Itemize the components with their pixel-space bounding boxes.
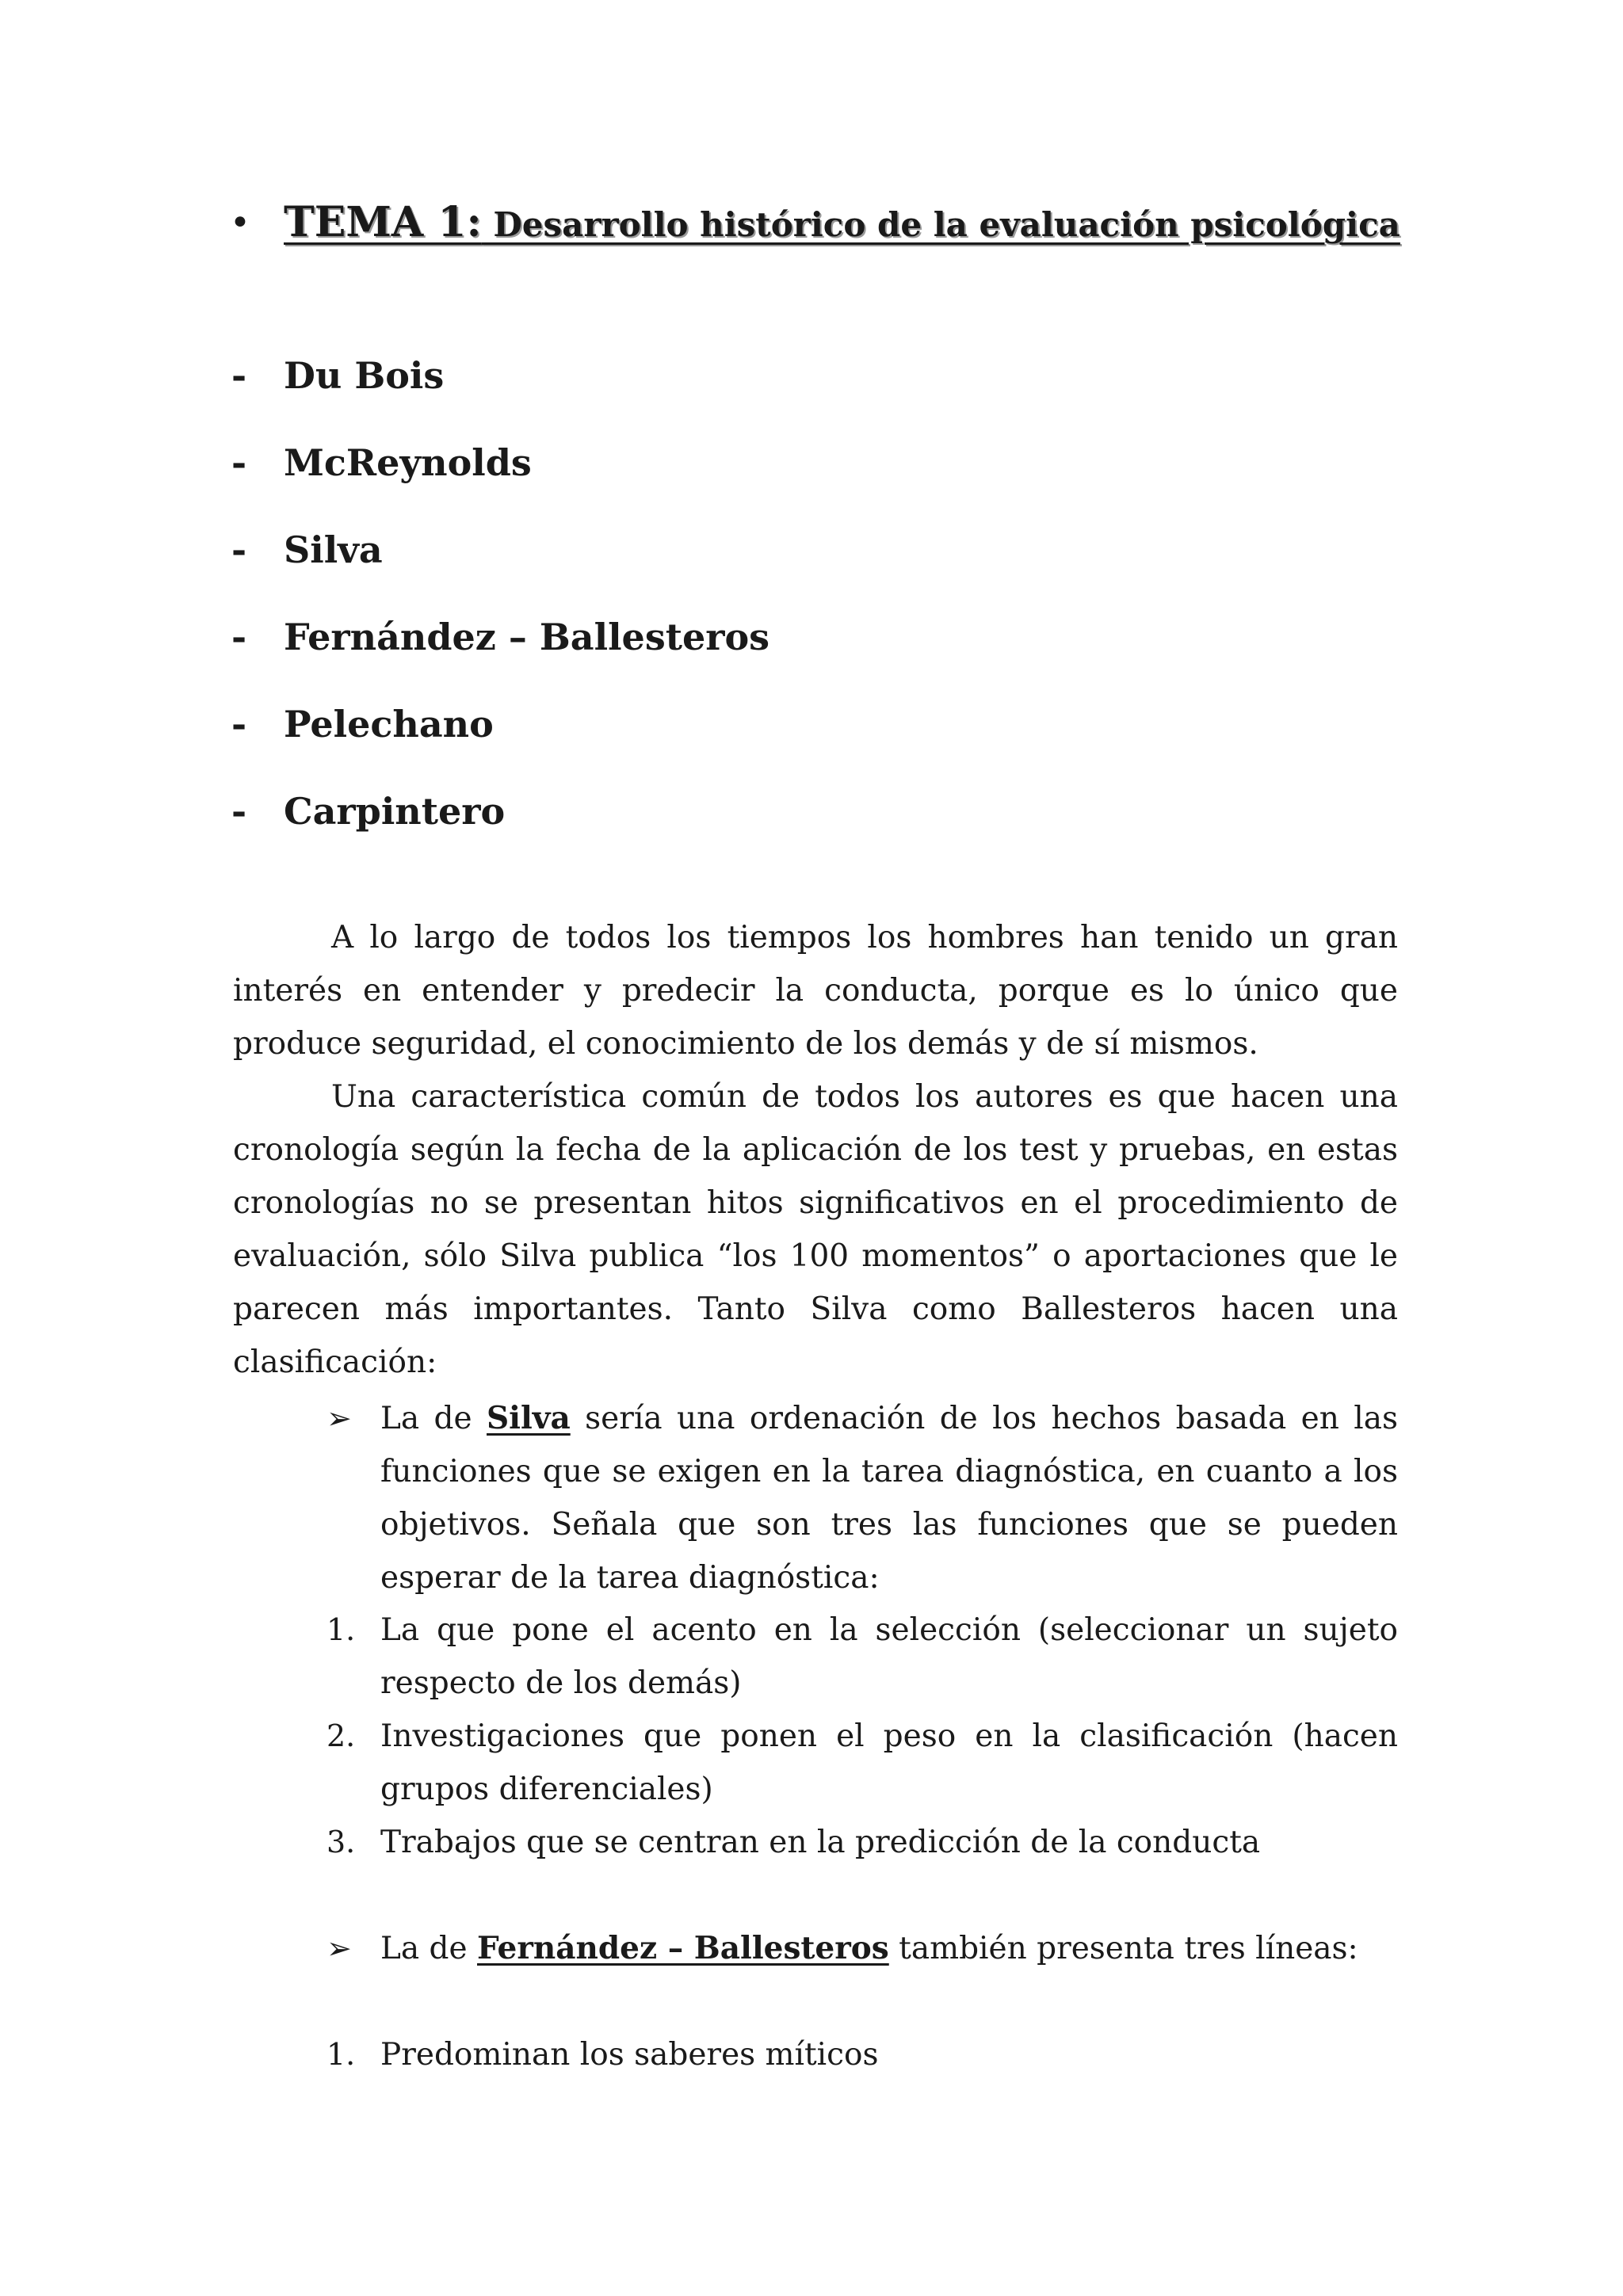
fernandez-before: La de (380, 1931, 477, 1966)
heading-bullet: • (230, 203, 250, 243)
fernandez-name: Fernández – Ballesteros (477, 1930, 889, 1966)
author-dash: - (231, 354, 247, 397)
author-dash: - (231, 528, 247, 571)
silva-item-1: La que pone el acento en la selección (seleccionar un sujeto respecto de los demás) (380, 1612, 1398, 1701)
author-carpintero: Carpintero (284, 790, 506, 833)
list-number: 2. (327, 1718, 356, 1753)
author-dash: - (231, 441, 247, 484)
author-fernandez-ballesteros: Fernández – Ballesteros (284, 616, 770, 658)
author-dash: - (231, 790, 247, 833)
arrow-bullet-icon: ➢ (327, 1401, 352, 1436)
title-lead: TEMA 1: (284, 198, 482, 246)
author-dash: - (231, 616, 247, 658)
list-number: 3. (327, 1825, 356, 1859)
author-pelechano: Pelechano (284, 703, 494, 746)
silva-name: Silva (487, 1400, 571, 1436)
silva-item-3: Trabajos que se centran en la predicción de la conducta (380, 1825, 1261, 1860)
silva-after: sería una ordenación de los hechos basada en las funciones que se exigen en la tarea diagnóstica, en cuanto a los objetivos. Señala que son tres las funciones que se pueden esperar de la tarea diagnóstica: (380, 1401, 1398, 1596)
author-dash: - (231, 703, 247, 746)
fernandez-item-1: Predominan los saberes míticos (380, 2037, 879, 2073)
list-number: 1. (327, 1612, 356, 1647)
author-du-bois: Du Bois (284, 354, 445, 397)
paragraph-intro: A lo largo de todos los tiempos los hombres han tenido un gran interés en entender y predecir la conducta, porque es lo único que produce seguridad, el conocimiento de los demás y de sí mismos. (233, 920, 1398, 1062)
silva-classification (380, 1392, 1398, 1604)
author-mcreynolds: McReynolds (284, 441, 532, 484)
author-silva: Silva (284, 528, 383, 571)
fernandez-classification (380, 1922, 1398, 1975)
silva-before: La de (380, 1401, 487, 1436)
fernandez-after: también presenta tres líneas: (888, 1931, 1358, 1966)
paragraph-chronology: Una característica común de todos los autores es que hacen una cronología según la fecha de la aplicación de los test y pruebas, en estas cronologías no se presentan hitos significativos en el procedimiento de evaluación, sólo Silva publica “los 100 momentos” o aportaciones que le parecen más importantes. Tanto Silva como Ballesteros hacen una clasificación: (233, 1079, 1398, 1380)
title-rest: Desarrollo histórico de la evaluación psicológica (481, 205, 1400, 244)
silva-item-2: Investigaciones que ponen el peso en la clasificación (hacen grupos diferenciales) (380, 1718, 1398, 1807)
page-title (284, 195, 1400, 255)
arrow-bullet-icon: ➢ (327, 1931, 352, 1966)
list-number: 1. (327, 2037, 356, 2072)
